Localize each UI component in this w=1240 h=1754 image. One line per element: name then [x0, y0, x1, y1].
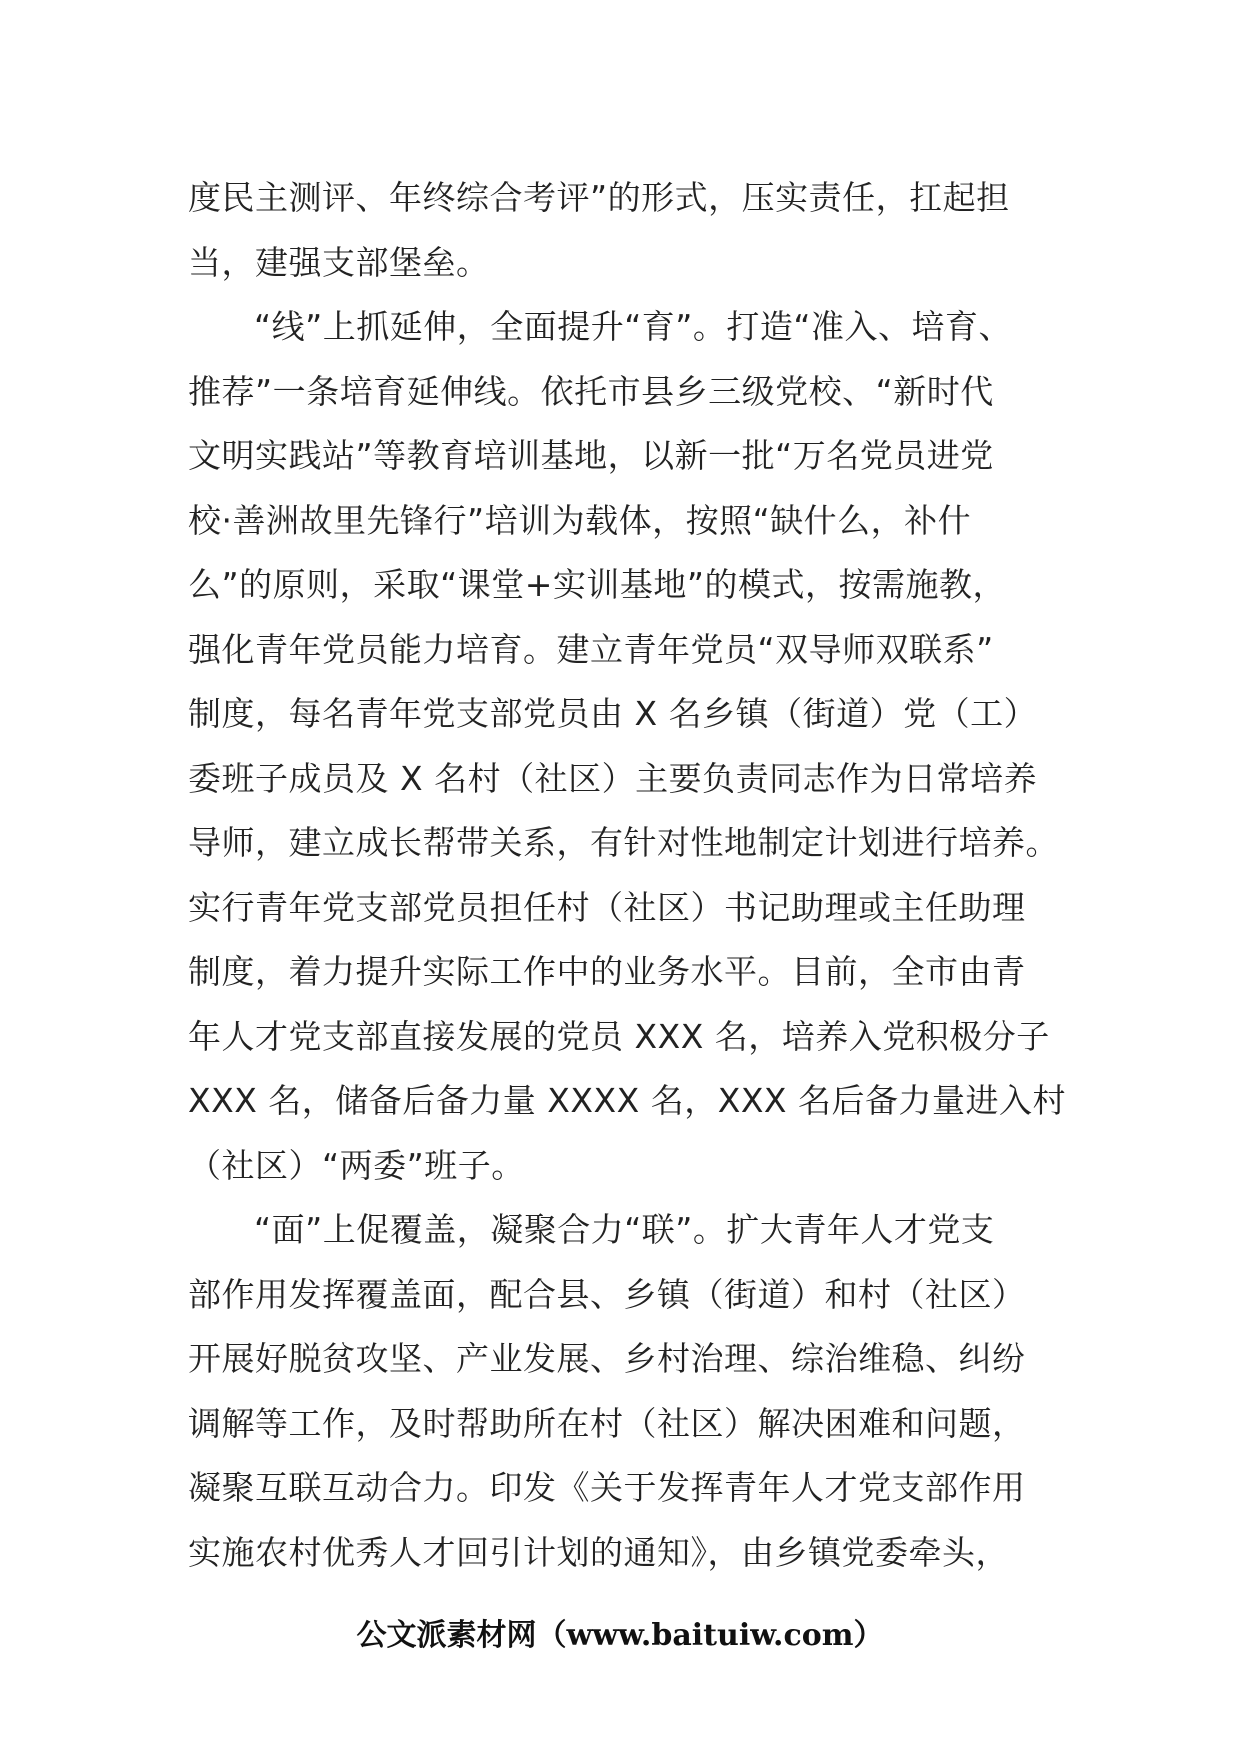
text-line: 部作用发挥覆盖面，配合县、乡镇（街道）和村（社区） — [188, 1274, 1026, 1314]
text-line: 度民主测评、年终综合考评”的形式，压实责任，扛起担 — [188, 178, 1010, 217]
text-line: 实施农村优秀人才回引计划的通知》，由乡镇党委牵头， — [188, 1532, 1009, 1572]
text-line: 年人才党支部直接发展的党员 XXX 名，培养入党积极分子 — [188, 1016, 1050, 1056]
footer-watermark: 公文派素材网（www.baituiw.com） — [356, 1618, 884, 1653]
text-line: 开展好脱贫攻坚、产业发展、乡村治理、综治维稳、纠纷 — [188, 1339, 1026, 1378]
text-line: 凝聚互联互动合力。印发《关于发挥青年人才党支部作用 — [188, 1468, 1026, 1507]
text-line: （社区）“两委”班子。 — [188, 1145, 525, 1185]
text-line: “面”上促覆盖，凝聚合力“联”。扩大青年人才党支 — [254, 1210, 995, 1249]
text-line: 调解等工作，及时帮助所在村（社区）解决困难和问题， — [188, 1403, 1026, 1443]
text-line: 文明实践站”等教育培训基地，以新一批“万名党员进党 — [188, 436, 994, 475]
text-line: 么”的原则，采取“课堂+实训基地”的模式，按需施教， — [188, 565, 1006, 604]
text-line: 制度，每名青年党支部党员由 X 名乡镇（街道）党（工） — [188, 694, 1038, 733]
text-line: 校·善洲故里先锋行”培训为载体，按照“缺什么，补什 — [188, 500, 972, 540]
body-text — [188, 166, 1068, 1585]
text-line: XXX 名，储备后备力量 XXXX 名，XXX 名后备力量进入村 — [188, 1081, 1067, 1120]
text-line: 导师，建立成长帮带关系，有针对性地制定计划进行培养。 — [188, 823, 1059, 862]
text-line: 强化青年党员能力培育。建立青年党员“双导师双联系” — [188, 629, 994, 669]
text-line: 制度，着力提升实际工作中的业务水平。目前，全市由青 — [188, 952, 1026, 991]
text-line: “线”上抓延伸，全面提升“育”。打造“准入、培育、 — [254, 307, 1012, 346]
text-line: 实行青年党支部党员担任村（社区）书记助理或主任助理 — [188, 887, 1026, 927]
text-line: 委班子成员及 X 名村（社区）主要负责同志作为日常培养 — [188, 758, 1038, 798]
text-line: 推荐”一条培育延伸线。依托市县乡三级党校、“新时代 — [188, 371, 994, 411]
text-line: 当，建强支部堡垒。 — [188, 242, 490, 282]
